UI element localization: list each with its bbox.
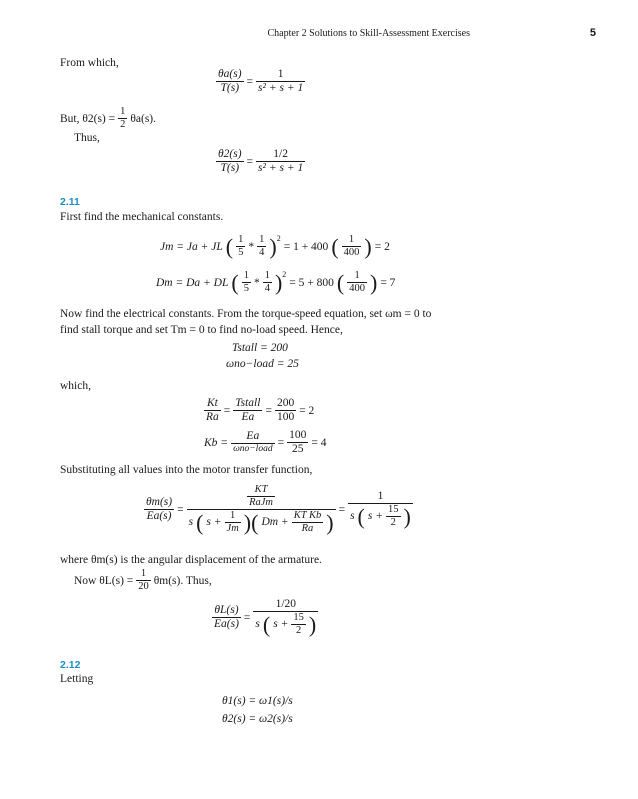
electrical-constants-line-1: Now find the electrical constants. From the torque-speed equation, set ωm = 0 to (60, 308, 432, 320)
equation-kt-over-ra: $\frac{Kt}{Ra}$ = $\frac{\text{Tstall}}{Ea}$ = $\frac{200}{100}$ = 2 (206, 397, 315, 424)
mechanical-constants-intro: First find the mechanical constants. (60, 211, 224, 223)
section-heading-2-12: 2.12 (60, 659, 81, 671)
from-which-text: From which, (60, 57, 119, 69)
equation-dm: Dm = Da + DL ( $\frac{1}{5}$ * $\frac{1}{4}$ ) $^2$ = 5 + 800 ( $\frac{1}{400}$ ) = 7 (156, 269, 396, 295)
equation-kb: Kb = $\frac{Ea}{\text{ωno−load}}$ = $\frac{100}{25}$ = 4 (204, 429, 327, 456)
chapter-title: Chapter 2 Solutions to Skill-Assessment Exercises (267, 28, 470, 39)
equation-theta-a-over-t: $\frac{\theta a(s)}{T(s)}$ = $\frac{1}{\text{s² + s + 1}}$ (218, 68, 304, 95)
running-header (0, 28, 638, 44)
equation-tstall: Tstall = 200 (232, 342, 288, 354)
equation-theta-1: θ1(s) = ω1(s)/s (222, 695, 293, 707)
letting-text: Letting (60, 673, 94, 685)
thus-text: Thus, (74, 132, 100, 144)
equation-theta-l-over-ea: $\frac{\theta L(s)}{Ea(s)}$ = 1/20 s ( s + $\frac{15}{2}$ ) (214, 598, 317, 637)
page-number: 5 (589, 27, 596, 39)
equation-theta-2: θ2(s) = ω2(s)/s (222, 713, 293, 725)
substituting-text: Substituting all values into the motor transfer function, (60, 464, 313, 476)
electrical-constants-line-2: find stall torque and set Tm = 0 to find no-load speed. Hence, (60, 324, 343, 336)
equation-w-noload: ωno−load = 25 (226, 358, 299, 370)
equation-motor-transfer-function: $\frac{\theta m(s)}{Ea(s)}$ = $\frac{KT}{\text{RaJm}}$ s ( s + $\frac{1}{Jm}$ )( Dm + $\frac{\text{KT Kb}}{Ra}$ ) = 1 s ( s + $\frac{15}{2}$ ) (146, 484, 411, 535)
now-theta-l-statement: Now θL(s) = $\frac{1}{20}$ θm(s). Thus, (74, 568, 212, 593)
but-statement: But, θ2(s) = $\frac{1}{2}$ θa(s). (60, 106, 156, 131)
where-text: where θm(s) is the angular displacement of the armature. (60, 554, 322, 566)
section-heading-2-11: 2.11 (60, 196, 80, 208)
equation-theta-2-over-t: $\frac{\theta 2(s)}{T(s)}$ = $\frac{1/2}{\text{s² + s + 1}}$ (218, 148, 304, 175)
equation-jm: Jm = Ja + JL ( $\frac{1}{5}$ * $\frac{1}{4}$ ) $^2$ = 1 + 400 ( $\frac{1}{400}$ ) = 2 (160, 233, 390, 259)
which-text: which, (60, 380, 91, 392)
